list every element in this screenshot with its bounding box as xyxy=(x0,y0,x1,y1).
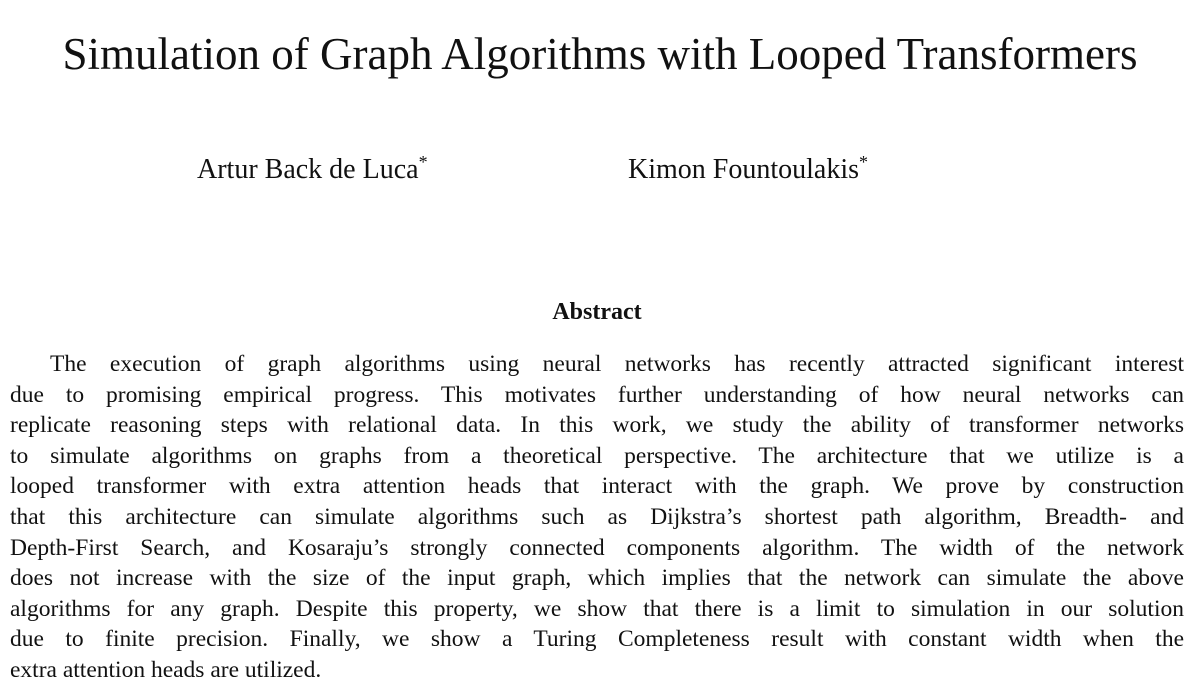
abstract-line-6: that this architecture can simulate algorithms such as Dijkstra’s shortest path algorithm, Breadth- and xyxy=(10,503,1184,530)
author-list xyxy=(0,142,1200,185)
abstract-line-4: to simulate algorithms on graphs from a theoretical perspective. The architecture that we utilize is a xyxy=(10,442,1184,469)
abstract-body xyxy=(10,349,1184,686)
abstract-line-3: replicate reasoning steps with relational data. In this work, we study the ability of transformer networks xyxy=(10,412,1184,439)
abstract-line-2: due to promising empirical progress. This motivates further understanding of how neural networks can xyxy=(10,381,1184,408)
abstract-line-7: Depth-First Search, and Kosaraju’s strongly connected components algorithm. The width of the network xyxy=(10,534,1184,561)
author-1-name: Artur Back de Luca xyxy=(197,154,419,185)
abstract-line-1: The execution of graph algorithms using neural networks has recently attracted significant interest xyxy=(50,351,1184,377)
author-2-mark: * xyxy=(859,152,869,172)
abstract-line-10: due to finite precision. Finally, we show a Turing Completeness result with constant width when the xyxy=(10,626,1184,653)
abstract-line-11: extra attention heads are utilized. xyxy=(10,656,322,683)
abstract-line-5: looped transformer with extra attention heads that interact with the graph. We prove by construction xyxy=(10,473,1184,500)
author-1 xyxy=(197,142,428,190)
author-2 xyxy=(628,142,868,190)
abstract-line-9: algorithms for any graph. Despite this property, we show that there is a limit to simulation in our solution xyxy=(10,595,1184,622)
paper-title: Simulation of Graph Algorithms with Looped Transformers xyxy=(62,29,1138,79)
abstract-line-8: does not increase with the size of the input graph, which implies that the network can simulate the above xyxy=(10,565,1184,592)
author-1-mark: * xyxy=(418,152,428,172)
abstract-heading: Abstract xyxy=(552,299,642,325)
author-2-name: Kimon Fountoulakis xyxy=(628,154,860,185)
